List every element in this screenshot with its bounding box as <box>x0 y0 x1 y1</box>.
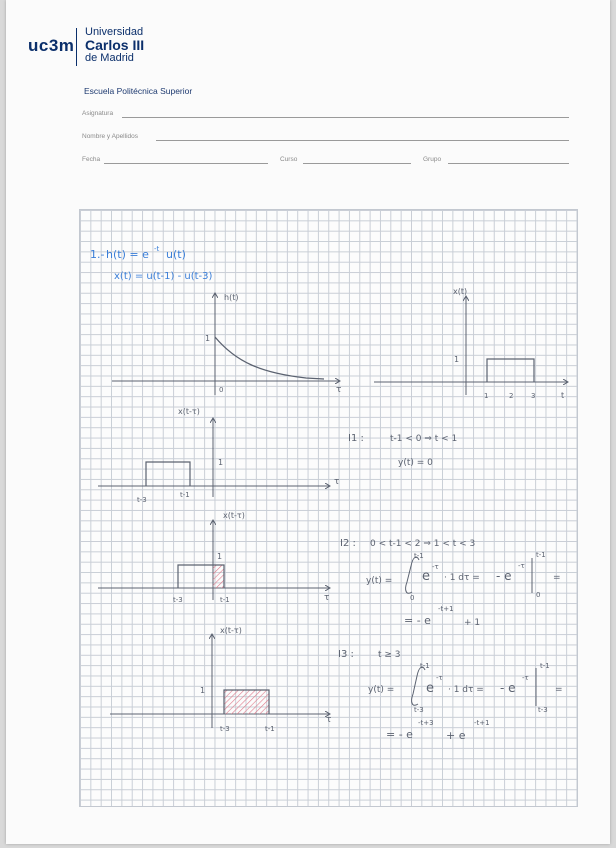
case-1 <box>348 433 457 468</box>
h-exponent: -t <box>154 245 160 253</box>
case3-eval-upper: t-1 <box>540 662 550 670</box>
plot-shift2-xlabel: τ <box>324 593 330 603</box>
group-label: Grupo <box>423 156 442 163</box>
case2-result-tail: + 1 <box>464 618 481 628</box>
case3-result-exp: -t+3 <box>418 719 434 727</box>
case2-integrand-exp: -τ <box>432 563 439 571</box>
plot-shift-3 <box>110 626 331 733</box>
case2-antiderivative: - e <box>496 569 512 583</box>
plot-x-tick-3: 3 <box>531 392 536 400</box>
plot-shift-2 <box>98 511 330 604</box>
case-3 <box>338 649 563 742</box>
plot-shift1-xlabel: τ <box>334 477 340 487</box>
case2-eval-upper: t-1 <box>536 551 546 559</box>
plot-x-xlabel: t <box>561 391 565 400</box>
plot-x-tick-1: 1 <box>484 392 489 400</box>
subject-label: Asignatura <box>82 110 114 117</box>
case2-antider-exp: -τ <box>518 562 525 570</box>
integral-sign-3 <box>412 667 425 705</box>
case3-equals: = <box>555 685 563 695</box>
exam-sheet <box>6 0 610 844</box>
plot-shift1-ylabel: x(t-τ) <box>178 407 200 416</box>
case-2 <box>340 538 561 628</box>
case3-integrand-rest: · 1 dτ = <box>448 685 484 695</box>
course-label: Curso <box>280 156 298 163</box>
case2-equals: = <box>553 573 561 583</box>
case3-title: I3 : <box>338 649 354 660</box>
logo-mark: uc3m <box>28 36 75 55</box>
plot-shift-1 <box>98 407 339 504</box>
decaying-exponential-curve <box>215 337 324 379</box>
shifted-pulse-1 <box>146 462 190 486</box>
date-label: Fecha <box>82 156 101 163</box>
school-name: Escuela Politécnica Superior <box>84 86 193 96</box>
overlap-region-3 <box>224 690 269 714</box>
case3-antider-exp: -τ <box>522 674 529 682</box>
case3-integrand-exp: -τ <box>436 674 443 682</box>
problem-statement <box>90 245 213 282</box>
plot-shift3-ylabel: x(t-τ) <box>220 626 242 635</box>
university-line1: Universidad <box>85 26 144 38</box>
handwriting-layer <box>6 0 610 844</box>
plot-shift3-ytick: 1 <box>200 686 206 695</box>
case3-lhs: y(t) = <box>368 685 395 695</box>
case3-lower-limit: t-3 <box>414 706 424 714</box>
case3-antiderivative: - e <box>500 681 516 695</box>
university-line2: Carlos III <box>85 37 145 53</box>
h-definition: h(t) = e <box>106 248 149 261</box>
integral-sign-2 <box>406 557 419 593</box>
case2-condition: 0 < t-1 < 2 ⇒ 1 < t < 3 <box>370 539 476 549</box>
case2-result: = - e <box>404 614 431 627</box>
case1-title: I1 : <box>348 433 364 444</box>
plot-shift2-tick-a: t-3 <box>173 596 183 604</box>
plot-shift1-ytick: 1 <box>218 458 224 467</box>
plot-shift3-xlabel: τ <box>326 715 332 725</box>
case3-result: = - e <box>386 728 413 741</box>
case1-condition: t-1 < 0 ⇒ t < 1 <box>390 434 458 444</box>
plot-shift1-tick-b: t-1 <box>180 491 190 499</box>
plot-h-xlabel: τ <box>336 385 342 395</box>
plot-x <box>374 287 568 400</box>
case3-result-exp2: -t+1 <box>474 719 490 727</box>
problem-number: 1.- <box>90 248 105 261</box>
plot-x-ytick: 1 <box>454 355 460 364</box>
case2-result-exp: -t+1 <box>438 605 454 613</box>
case2-lhs: y(t) = <box>366 576 393 586</box>
plot-h-ylabel: h(t) <box>224 293 239 302</box>
rect-pulse <box>487 359 534 382</box>
case3-upper-limit: t-1 <box>420 662 430 670</box>
x-definition: x(t) = u(t-1) - u(t-3) <box>114 271 213 282</box>
case3-condition: t ≥ 3 <box>378 650 401 660</box>
plot-h-origin: 0 <box>219 386 224 394</box>
plot-h-ytick: 1 <box>205 334 211 343</box>
plot-shift2-ytick: 1 <box>217 552 223 561</box>
plot-x-tick-2: 2 <box>509 392 514 400</box>
case2-lower-limit: 0 <box>410 594 415 602</box>
case3-result-mid: + e <box>446 729 466 742</box>
case1-result: y(t) = 0 <box>398 458 433 468</box>
h-definition-rhs: u(t) <box>166 248 186 261</box>
overlap-region-2 <box>213 565 224 588</box>
case2-integrand: e <box>422 569 430 584</box>
plot-shift2-ylabel: x(t-τ) <box>223 511 245 520</box>
plot-shift3-tick-a: t-3 <box>220 725 230 733</box>
plot-h <box>112 293 341 395</box>
case2-upper-limit: t-1 <box>414 552 424 560</box>
plot-shift2-tick-b: t-1 <box>220 596 230 604</box>
plot-shift1-tick-a: t-3 <box>137 496 147 504</box>
case2-integrand-rest: · 1 dτ = <box>444 573 480 583</box>
name-label: Nombre y Apellidos <box>82 133 138 140</box>
case3-eval-lower: t-3 <box>538 706 548 714</box>
university-line3: de Madrid <box>85 52 134 64</box>
case2-eval-lower: 0 <box>536 591 541 599</box>
plot-shift3-tick-b: t-1 <box>265 725 275 733</box>
plot-x-ylabel: x(t) <box>453 287 468 296</box>
case3-integrand: e <box>426 681 434 696</box>
case2-title: I2 : <box>340 538 356 549</box>
